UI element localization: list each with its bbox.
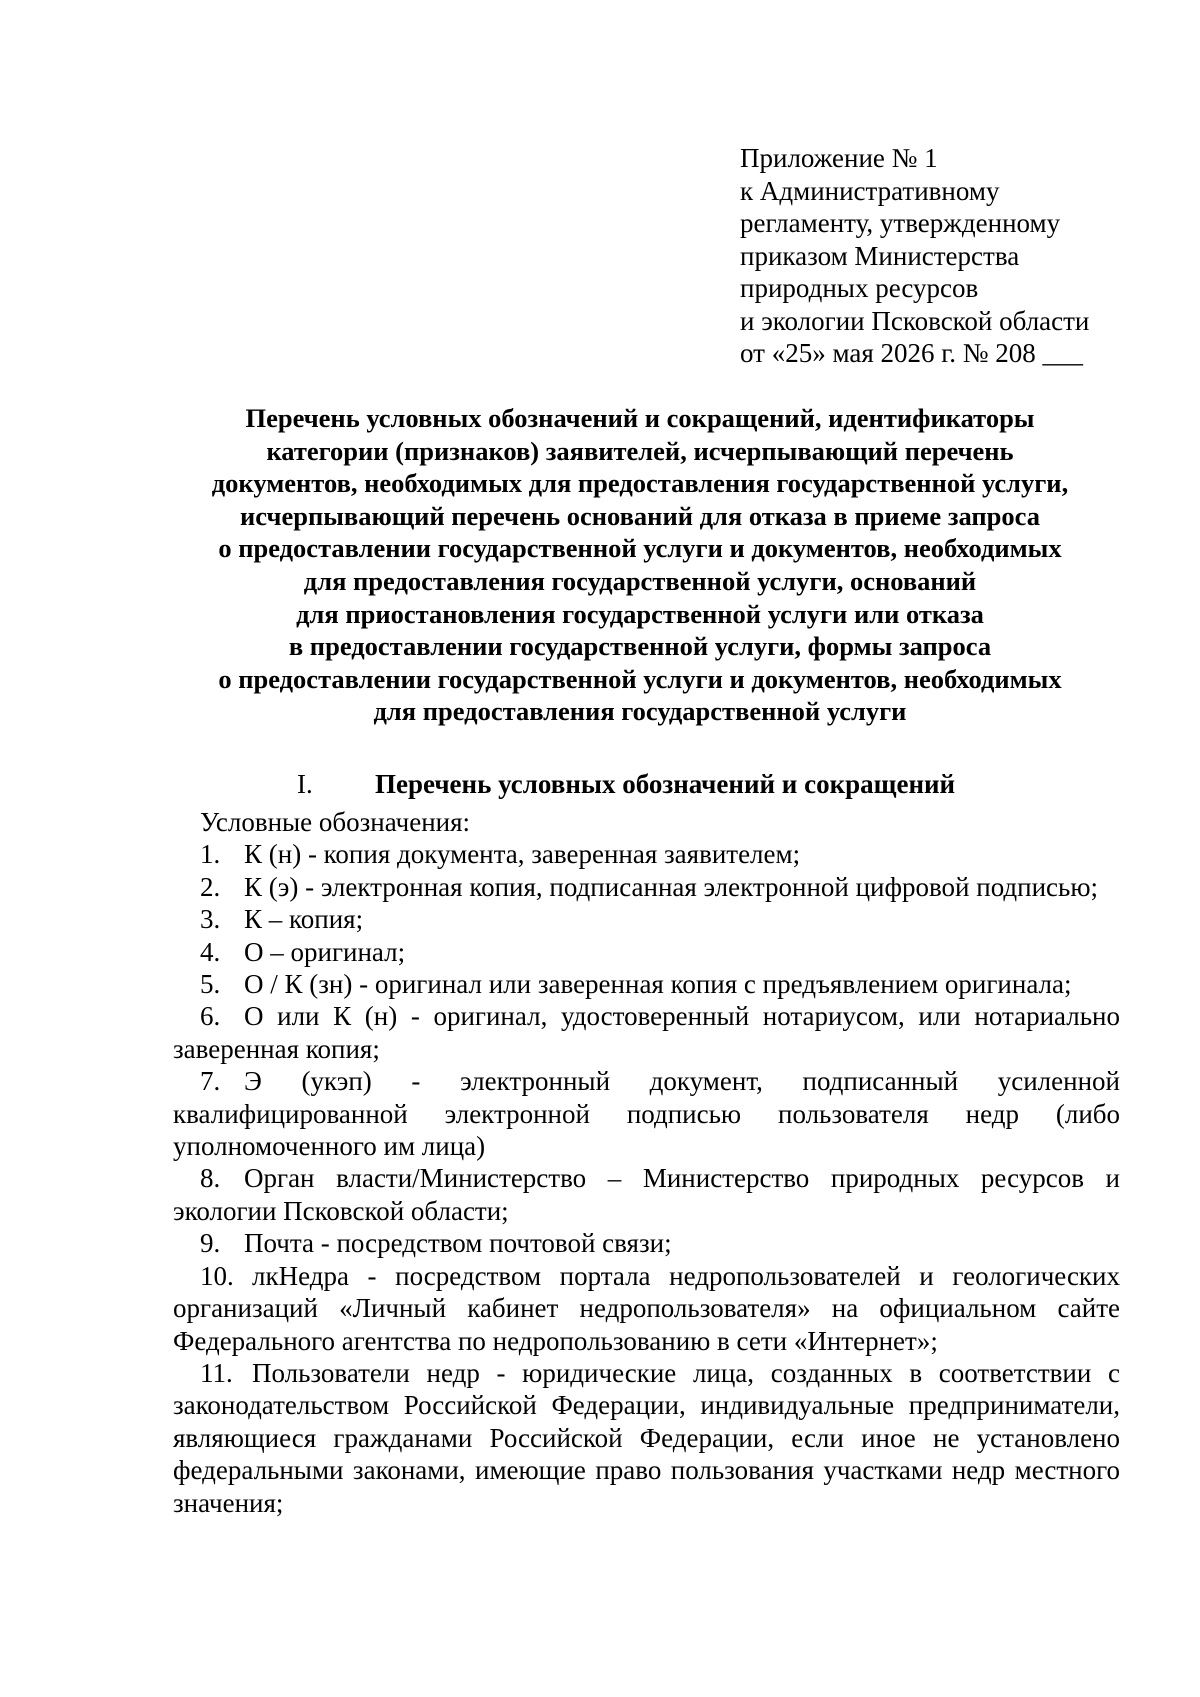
section-number: I. — [297, 769, 313, 799]
item-text: О – оригинал; — [244, 936, 406, 967]
appendix-line: к Административному — [740, 175, 1000, 206]
item-number: 4. — [200, 936, 221, 967]
list-item — [173, 1065, 1120, 1162]
item-number: 2. — [200, 871, 221, 902]
section-body — [173, 806, 1120, 1519]
item-number: 9. — [200, 1228, 221, 1259]
item-number: 8. — [200, 1163, 221, 1194]
item-text: О / К (зн) - оригинал или заверенная копия с предъявлением оригинала; — [244, 969, 1072, 1000]
item-text: Э (укэп) - электронный документ, подписанный усиленной квалифицированной электронной подписью пользователя недр (либо уполномоченного им лица) — [173, 1066, 1120, 1162]
section-heading — [0, 767, 1200, 807]
item-text: лкНедра - посредством портала недропользователей и геологических организаций «Личный кабинет недропользователя» на официальном сайте Федерального агентства по недропользованию в сети «Интернет»; — [173, 1260, 1120, 1356]
item-number: 10. — [200, 1260, 234, 1291]
item-number: 7. — [200, 1066, 221, 1097]
item-number: 6. — [200, 1001, 221, 1032]
title-line: о предоставлении государственной услуги и документов, необходимых — [218, 533, 1062, 564]
title-line: о предоставлении государственной услуги и документов, необходимых — [218, 663, 1062, 694]
title-line: категории (признаков) заявителей, исчерпывающий перечень — [266, 435, 1014, 466]
title-line: для предоставления государственной услуги — [373, 696, 907, 727]
list-item — [173, 1000, 1120, 1065]
item-text: Почта - посредством почтовой связи; — [244, 1228, 672, 1259]
appendix-line: природных ресурсов — [740, 273, 979, 303]
appendix-line: регламенту, утвержденному — [740, 208, 1061, 238]
list-item — [173, 838, 1120, 870]
appendix-line: и экологии Псковской области — [740, 305, 1090, 336]
title-line: для предоставления государственной услуги, оснований — [303, 565, 977, 596]
list-item — [173, 1162, 1120, 1227]
title-line: Перечень условных обозначений и сокращений, идентификаторы — [245, 403, 1035, 433]
list-item — [173, 1357, 1120, 1519]
item-number: 5. — [200, 969, 221, 1000]
item-text: К – копия; — [244, 904, 364, 935]
item-text: К (э) - электронная копия, подписанная электронной цифровой подписью; — [244, 871, 1099, 902]
appendix-note — [740, 142, 1089, 370]
appendix-line: от «25» мая 2026 г. № 208 ___ — [740, 338, 1084, 368]
list-item — [173, 1260, 1120, 1357]
item-number: 1. — [200, 839, 221, 870]
item-text: О или К (н) - оригинал, удостоверенный нотариусом, или нотариально заверенная копия; — [173, 1001, 1120, 1064]
appendix-line: приказом Министерства — [740, 240, 1020, 271]
item-number: 11. — [200, 1357, 233, 1388]
item-text: К (н) - копия документа, заверенная заявителем; — [244, 839, 801, 870]
list-item — [173, 968, 1120, 1000]
list-item — [173, 1227, 1120, 1259]
item-number: 3. — [200, 904, 221, 935]
section-title: Перечень условных обозначений и сокращений — [375, 769, 956, 799]
title-line: исчерпывающий перечень оснований для отказа в приеме запроса — [240, 500, 1040, 531]
title-line: для приостановления государственной услуги или отказа — [296, 598, 984, 629]
intro-text: Условные обозначения: — [200, 807, 471, 837]
title-line: в предоставлении государственной услуги, формы запроса — [288, 631, 992, 662]
list-item — [173, 903, 1120, 935]
document-title — [170, 402, 1110, 728]
item-text: Орган власти/Министерство – Министерство природных ресурсов и экологии Псковской области; — [173, 1163, 1120, 1226]
title-line: документов, необходимых для предоставления государственной услуги, — [211, 468, 1069, 499]
item-text: Пользователи недр - юридические лица, созданных в соответствии с законодательством Российской Федерации, индивидуальные предприниматели, являющиеся гражданами Российской Федерации, если иное не установлено федеральными законами, имеющие право пользования участками недр местного значения; — [173, 1357, 1120, 1518]
list-item — [173, 936, 1120, 968]
list-item — [173, 871, 1120, 903]
appendix-line: Приложение № 1 — [740, 143, 938, 173]
